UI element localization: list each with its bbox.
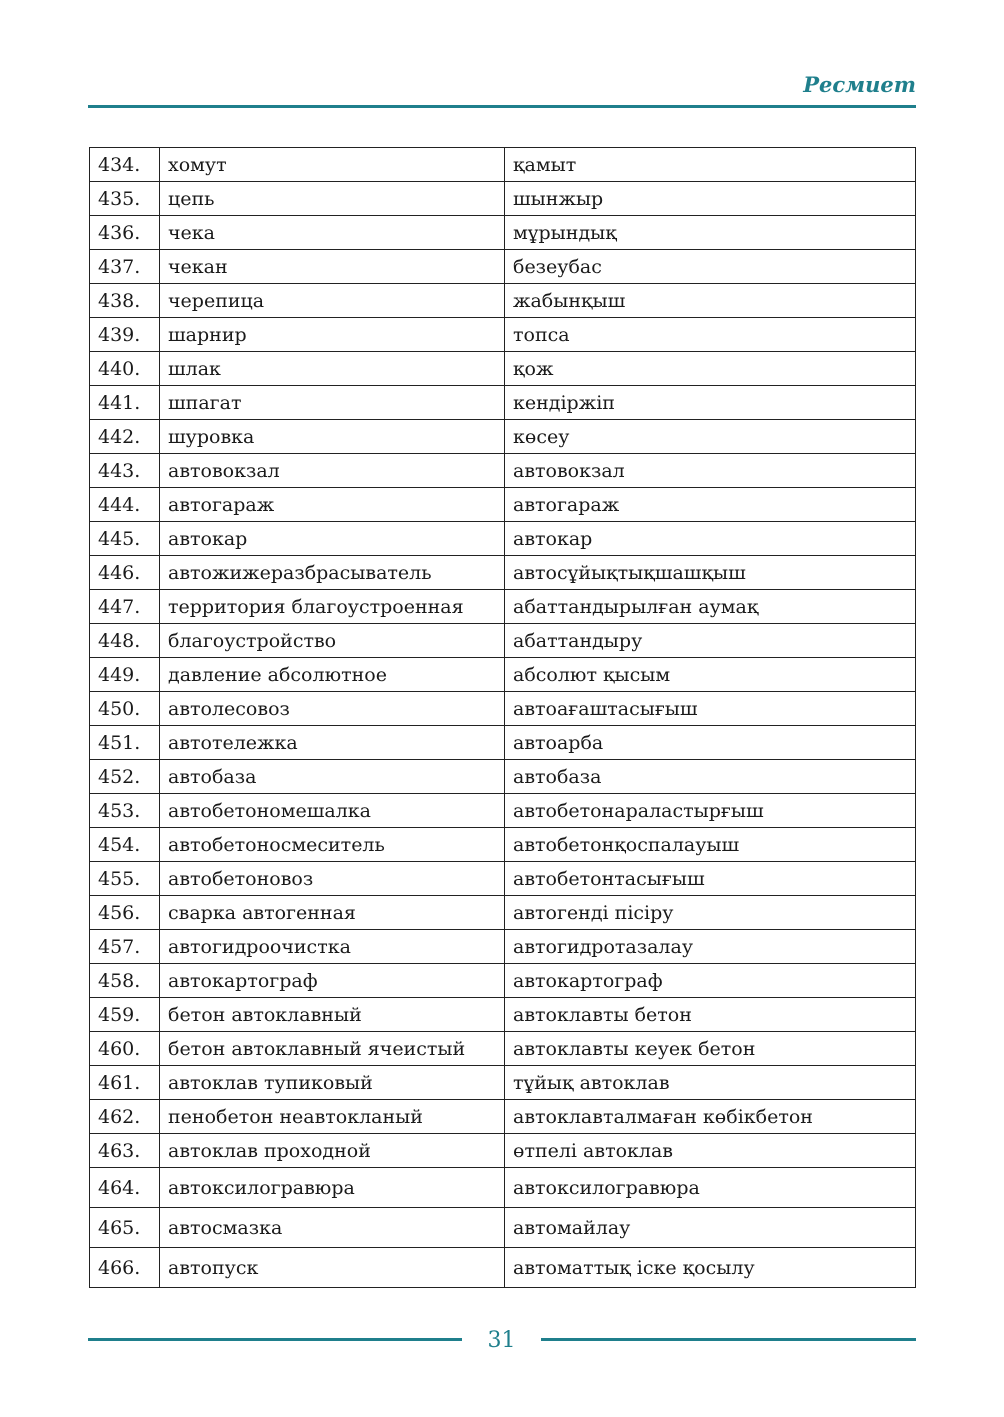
- kazakh-term: автомайлау: [505, 1208, 916, 1248]
- table-row: [90, 1032, 916, 1066]
- term-number: 458.: [90, 964, 160, 998]
- term-number: 434.: [90, 148, 160, 182]
- table-row: [90, 318, 916, 352]
- kazakh-term: қож: [505, 352, 916, 386]
- kazakh-term: автоклавты бетон: [505, 998, 916, 1032]
- footer-rule-right: [541, 1338, 916, 1341]
- term-number: 457.: [90, 930, 160, 964]
- kazakh-term: безеубас: [505, 250, 916, 284]
- kazakh-term: кендіржіп: [505, 386, 916, 420]
- russian-term: автобетономешалка: [160, 794, 505, 828]
- term-number: 446.: [90, 556, 160, 590]
- russian-term: автобаза: [160, 760, 505, 794]
- term-number: 441.: [90, 386, 160, 420]
- kazakh-term: абаттандырылған аумақ: [505, 590, 916, 624]
- table-row: [90, 1208, 916, 1248]
- kazakh-term: автоклавталмаған көбікбетон: [505, 1100, 916, 1134]
- russian-term: автобетоновоз: [160, 862, 505, 896]
- table-row: [90, 862, 916, 896]
- table-row: [90, 760, 916, 794]
- kazakh-term: автобетонараластырғыш: [505, 794, 916, 828]
- kazakh-term: жабынқыш: [505, 284, 916, 318]
- kazakh-term: автоматтық іске қосылу: [505, 1248, 916, 1288]
- russian-term: благоустройство: [160, 624, 505, 658]
- term-number: 456.: [90, 896, 160, 930]
- russian-term: шпагат: [160, 386, 505, 420]
- kazakh-term: мұрындық: [505, 216, 916, 250]
- kazakh-term: абсолют қысым: [505, 658, 916, 692]
- term-number: 464.: [90, 1168, 160, 1208]
- kazakh-term: абаттандыру: [505, 624, 916, 658]
- term-number: 460.: [90, 1032, 160, 1066]
- russian-term: автолесовоз: [160, 692, 505, 726]
- table-row: [90, 896, 916, 930]
- kazakh-term: шынжыр: [505, 182, 916, 216]
- term-number: 445.: [90, 522, 160, 556]
- table-row: [90, 998, 916, 1032]
- russian-term: автопуск: [160, 1248, 505, 1288]
- running-header-title: Ресмиет: [803, 72, 916, 97]
- term-number: 453.: [90, 794, 160, 828]
- table-row: [90, 1100, 916, 1134]
- table-row: [90, 726, 916, 760]
- russian-term: автотележка: [160, 726, 505, 760]
- table-row: [90, 352, 916, 386]
- term-number: 447.: [90, 590, 160, 624]
- russian-term: бетон автоклавный ячеистый: [160, 1032, 505, 1066]
- term-number: 444.: [90, 488, 160, 522]
- russian-term: территория благоустроенная: [160, 590, 505, 624]
- term-number: 443.: [90, 454, 160, 488]
- russian-term: автокартограф: [160, 964, 505, 998]
- russian-term: автогидроочистка: [160, 930, 505, 964]
- table-row: [90, 658, 916, 692]
- table-row: [90, 556, 916, 590]
- kazakh-term: тұйық автоклав: [505, 1066, 916, 1100]
- kazakh-term: автоклавты кеуек бетон: [505, 1032, 916, 1066]
- russian-term: шлак: [160, 352, 505, 386]
- russian-term: чекан: [160, 250, 505, 284]
- kazakh-term: автоарба: [505, 726, 916, 760]
- russian-term: шарнир: [160, 318, 505, 352]
- term-number: 450.: [90, 692, 160, 726]
- table-row: [90, 488, 916, 522]
- table-row: [90, 420, 916, 454]
- russian-term: автожижеразбрасыватель: [160, 556, 505, 590]
- table-row: [90, 148, 916, 182]
- table-row: [90, 1168, 916, 1208]
- term-number: 452.: [90, 760, 160, 794]
- term-number: 436.: [90, 216, 160, 250]
- term-number: 462.: [90, 1100, 160, 1134]
- kazakh-term: өтпелі автоклав: [505, 1134, 916, 1168]
- table-row: [90, 692, 916, 726]
- table-row: [90, 182, 916, 216]
- page-number: 31: [487, 1328, 516, 1353]
- russian-term: автоклав тупиковый: [160, 1066, 505, 1100]
- term-number: 459.: [90, 998, 160, 1032]
- kazakh-term: автогидротазалау: [505, 930, 916, 964]
- table-row: [90, 1248, 916, 1288]
- kazakh-term: автокартограф: [505, 964, 916, 998]
- russian-term: чека: [160, 216, 505, 250]
- kazakh-term: автосұйықтықшашқыш: [505, 556, 916, 590]
- table-row: [90, 1066, 916, 1100]
- kazakh-term: автоағаштасығыш: [505, 692, 916, 726]
- russian-term: шуровка: [160, 420, 505, 454]
- russian-term: автоксилогравюра: [160, 1168, 505, 1208]
- table-row: [90, 964, 916, 998]
- kazakh-term: автобаза: [505, 760, 916, 794]
- russian-term: давление абсолютное: [160, 658, 505, 692]
- table-row: [90, 1134, 916, 1168]
- term-number: 440.: [90, 352, 160, 386]
- term-number: 438.: [90, 284, 160, 318]
- russian-term: автогараж: [160, 488, 505, 522]
- kazakh-term: көсеу: [505, 420, 916, 454]
- table-row: [90, 522, 916, 556]
- table-row: [90, 794, 916, 828]
- term-number: 454.: [90, 828, 160, 862]
- kazakh-term: автоксилогравюра: [505, 1168, 916, 1208]
- russian-term: цепь: [160, 182, 505, 216]
- russian-term: черепица: [160, 284, 505, 318]
- russian-term: автосмазка: [160, 1208, 505, 1248]
- table-row: [90, 250, 916, 284]
- term-number: 465.: [90, 1208, 160, 1248]
- table-row: [90, 930, 916, 964]
- glossary-table: [89, 147, 916, 1288]
- kazakh-term: топса: [505, 318, 916, 352]
- term-number: 448.: [90, 624, 160, 658]
- table-row: [90, 624, 916, 658]
- table-row: [90, 454, 916, 488]
- russian-term: автовокзал: [160, 454, 505, 488]
- term-number: 463.: [90, 1134, 160, 1168]
- term-number: 461.: [90, 1066, 160, 1100]
- table-row: [90, 386, 916, 420]
- header-rule: [88, 105, 916, 108]
- footer-rule-left: [88, 1338, 462, 1341]
- table-row: [90, 284, 916, 318]
- kazakh-term: автогараж: [505, 488, 916, 522]
- term-number: 455.: [90, 862, 160, 896]
- russian-term: хомут: [160, 148, 505, 182]
- kazakh-term: автовокзал: [505, 454, 916, 488]
- kazakh-term: автогенді пісіру: [505, 896, 916, 930]
- table-row: [90, 828, 916, 862]
- kazakh-term: қамыт: [505, 148, 916, 182]
- kazakh-term: автобетонтасығыш: [505, 862, 916, 896]
- russian-term: автокар: [160, 522, 505, 556]
- kazakh-term: автобетонқоспалауыш: [505, 828, 916, 862]
- term-number: 451.: [90, 726, 160, 760]
- russian-term: пенобетон неавтокланый: [160, 1100, 505, 1134]
- term-number: 437.: [90, 250, 160, 284]
- russian-term: автоклав проходной: [160, 1134, 505, 1168]
- term-number: 449.: [90, 658, 160, 692]
- russian-term: бетон автоклавный: [160, 998, 505, 1032]
- term-number: 466.: [90, 1248, 160, 1288]
- term-number: 439.: [90, 318, 160, 352]
- russian-term: сварка автогенная: [160, 896, 505, 930]
- term-number: 442.: [90, 420, 160, 454]
- table-row: [90, 590, 916, 624]
- russian-term: автобетоносмеситель: [160, 828, 505, 862]
- kazakh-term: автокар: [505, 522, 916, 556]
- table-row: [90, 216, 916, 250]
- term-number: 435.: [90, 182, 160, 216]
- glossary-table-body: [90, 148, 916, 1288]
